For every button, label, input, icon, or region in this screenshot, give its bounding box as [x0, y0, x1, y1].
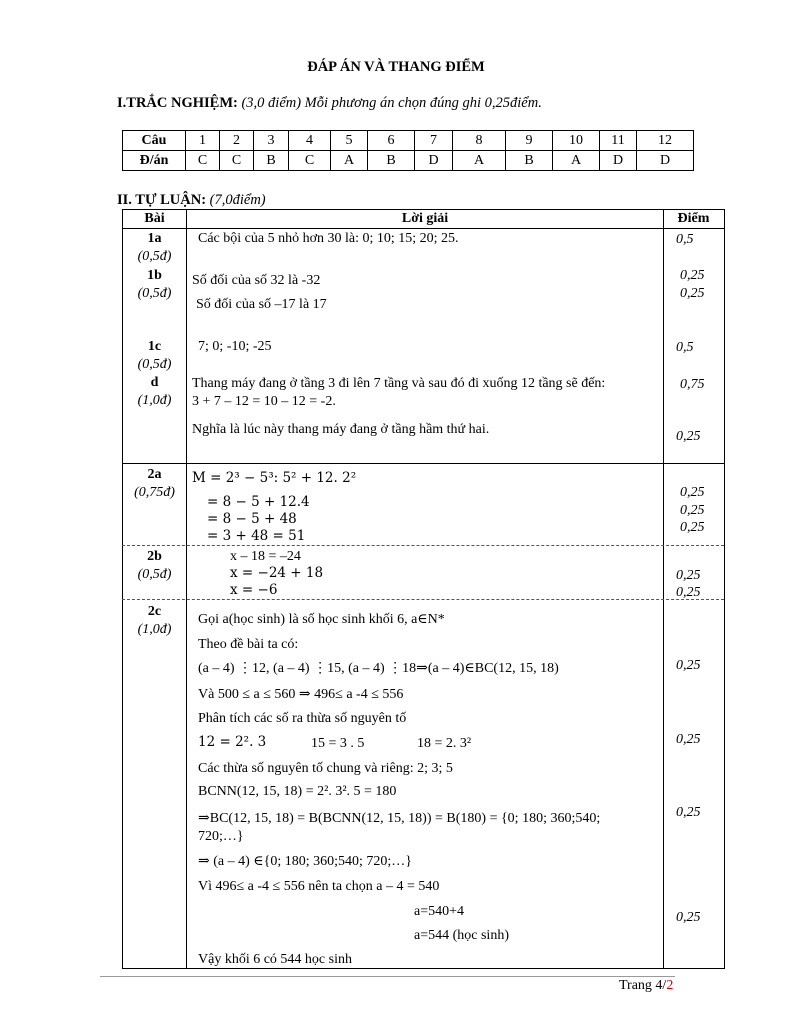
problem-number: 1a [147, 231, 162, 246]
page-title: ĐÁP ÁN VÀ THANG ĐIỂM [307, 59, 485, 75]
mc-answer: A [553, 151, 600, 171]
solution-2c-line: Theo đề bài ta có: [198, 637, 299, 652]
solution-2c-line: (a – 4) ⋮12, (a – 4) ⋮15, (a – 4) ⋮18⇒(a – 4)∈BC(12, 15, 18) [198, 661, 559, 676]
score: 0,25 [676, 910, 701, 925]
page-number-total: 2 [666, 978, 674, 993]
solution-2c-line: Các thừa số nguyên tố chung và riêng: 2; 3; 5 [198, 761, 453, 776]
problem-number: 2b [147, 549, 162, 564]
score: 0,25 [676, 585, 701, 600]
solution-2c-factor-18: 18 = 2. 3² [417, 736, 472, 751]
mc-question: 8 [453, 131, 506, 151]
score: 0,5 [676, 340, 694, 355]
score: 0,25 [676, 429, 701, 444]
problem-1c [123, 338, 186, 373]
solution-2c-line: a=544 (học sinh) [414, 928, 509, 943]
solution-2c-line: Vậy khối 6 có 544 học sinh [198, 952, 352, 967]
problem-points: (0,5đ) [137, 285, 172, 301]
mc-question: 4 [289, 131, 331, 151]
mc-answer: C [186, 151, 220, 171]
problem-number: 2a [147, 467, 162, 482]
mc-answer: C [289, 151, 331, 171]
page-number [619, 977, 673, 995]
solution-2c-factor-12: 12 = 2². 3 [198, 734, 267, 750]
mc-question: 12 [637, 131, 694, 151]
score: 0,25 [676, 732, 701, 747]
problem-points: (0,75đ) [134, 484, 175, 500]
score: 0,25 [680, 485, 705, 500]
mc-question: 9 [506, 131, 553, 151]
mc-question: 2 [220, 131, 254, 151]
solution-1d-line: Thang máy đang ở tầng 3 đi lên 7 tầng và sau đó đi xuống 12 tầng sẽ đến: [192, 376, 606, 391]
solution-2c-line: Vì 496≤ a -4 ≤ 556 nên ta chọn a – 4 = 540 [198, 879, 440, 894]
problem-number: 1b [147, 268, 162, 283]
score: 0,5 [676, 232, 694, 247]
mc-question: 7 [415, 131, 453, 151]
problem-2b [123, 548, 186, 583]
problem-points: (0,5đ) [137, 356, 172, 372]
row-divider-dashed [122, 599, 724, 600]
problem-points: (0,5đ) [137, 248, 172, 264]
problem-2c [123, 603, 186, 638]
solution-2a-line: = 8 − 5 + 12.4 [207, 494, 310, 510]
mc-answer: B [368, 151, 415, 171]
solution-2a-line: M = 2³ − 5³: 5² + 12. 2² [192, 470, 357, 486]
problem-2a [123, 466, 186, 501]
problem-number: 2c [147, 604, 162, 619]
section-1-label: I.TRẮC NGHIỆM: [117, 95, 238, 111]
column-divider [186, 209, 187, 969]
mc-answer: C [220, 151, 254, 171]
mc-question: 1 [186, 131, 220, 151]
problem-number: 1c [147, 339, 162, 354]
solution-2c-line: ⇒ (a – 4) ∈{0; 180; 360;540; 720;…} [198, 854, 413, 869]
mc-row-header-dan: Đ/án [123, 151, 186, 171]
mc-question: 5 [331, 131, 368, 151]
mc-question: 3 [254, 131, 289, 151]
row-divider [122, 463, 724, 464]
multiple-choice-table [122, 130, 694, 171]
section-1-heading [117, 94, 542, 112]
row-divider-dashed [122, 545, 724, 546]
problem-number: d [150, 375, 159, 390]
solution-2c-line: Phân tích các số ra thừa số nguyên tố [198, 711, 407, 726]
mc-answer: B [254, 151, 289, 171]
solution-2c-factor-15: 15 = 3 . 5 [311, 736, 365, 751]
mc-answer: D [415, 151, 453, 171]
header-divider [122, 228, 724, 229]
solution-2c-line: ⇒BC(12, 15, 18) = B(BCNN(12, 15, 18)) = B(180) = {0; 180; 360;540; [198, 811, 601, 826]
header-diem: Điểm [677, 211, 710, 226]
column-divider [663, 209, 664, 969]
page-number-prefix: Trang 4/ [619, 978, 667, 993]
mc-answer: A [453, 151, 506, 171]
mc-question: 10 [553, 131, 600, 151]
solution-1d-line: Nghĩa là lúc này thang máy đang ở tầng hầm thứ hai. [192, 422, 490, 437]
mc-answer: D [637, 151, 694, 171]
mc-question-row [123, 131, 694, 151]
solution-1c: 7; 0; -10; -25 [198, 339, 272, 354]
solution-2b-line: x – 18 = –24 [230, 549, 301, 564]
solution-2b-line: x = −6 [230, 582, 278, 598]
score: 0,25 [680, 503, 705, 518]
score: 0,25 [676, 805, 701, 820]
mc-row-header-cau: Câu [123, 131, 186, 151]
section-1-note: (3,0 điểm) Mỗi phương án chọn đúng ghi 0,25điểm. [241, 95, 542, 111]
solution-2c-line: a=540+4 [414, 904, 465, 919]
problem-points: (0,5đ) [137, 566, 172, 582]
score: 0,75 [680, 377, 705, 392]
header-bai: Bài [144, 211, 165, 226]
solution-2c-line: Gọi a(học sinh) là số học sinh khối 6, a∈N* [198, 612, 445, 627]
problem-1a [123, 230, 186, 265]
mc-question: 11 [600, 131, 637, 151]
mc-answer: B [506, 151, 553, 171]
score: 0,25 [676, 568, 701, 583]
solution-1d-line: 3 + 7 – 12 = 10 – 12 = -2. [192, 394, 336, 409]
solution-1b-line: Số đối của số –17 là 17 [196, 297, 327, 312]
solution-2c-line: Và 500 ≤ a ≤ 560 ⇒ 496≤ a -4 ≤ 556 [198, 687, 404, 702]
header-loi-giai: Lời giải [401, 211, 449, 226]
solution-2c-line: BCNN(12, 15, 18) = 2². 3². 5 = 180 [198, 784, 397, 799]
score: 0,25 [680, 520, 705, 535]
solution-2b-line: x = −24 + 18 [230, 565, 324, 581]
problem-points: (1,0đ) [137, 392, 172, 408]
solution-1b-line: Số đối của số 32 là -32 [192, 273, 321, 288]
solution-2c-line: 720;…} [198, 829, 244, 844]
solution-2a-line: = 3 + 48 = 51 [207, 528, 306, 544]
solution-1a: Các bội của 5 nhỏ hơn 30 là: 0; 10; 15; 20; 25. [198, 231, 459, 246]
section-2-label: II. TỰ LUẬN: [117, 192, 207, 208]
mc-question: 6 [368, 131, 415, 151]
problem-points: (1,0đ) [137, 621, 172, 637]
problem-1d [123, 374, 186, 409]
score: 0,25 [680, 286, 705, 301]
problem-1b [123, 267, 186, 302]
score: 0,25 [680, 268, 705, 283]
score: 0,25 [676, 658, 701, 673]
solution-2a-line: = 8 − 5 + 48 [207, 511, 297, 527]
section-2-heading [117, 191, 266, 209]
footer-rule [100, 976, 675, 977]
section-2-note: (7,0điểm) [209, 192, 266, 208]
mc-answer: A [331, 151, 368, 171]
mc-answer: D [600, 151, 637, 171]
mc-answer-row [123, 151, 694, 171]
